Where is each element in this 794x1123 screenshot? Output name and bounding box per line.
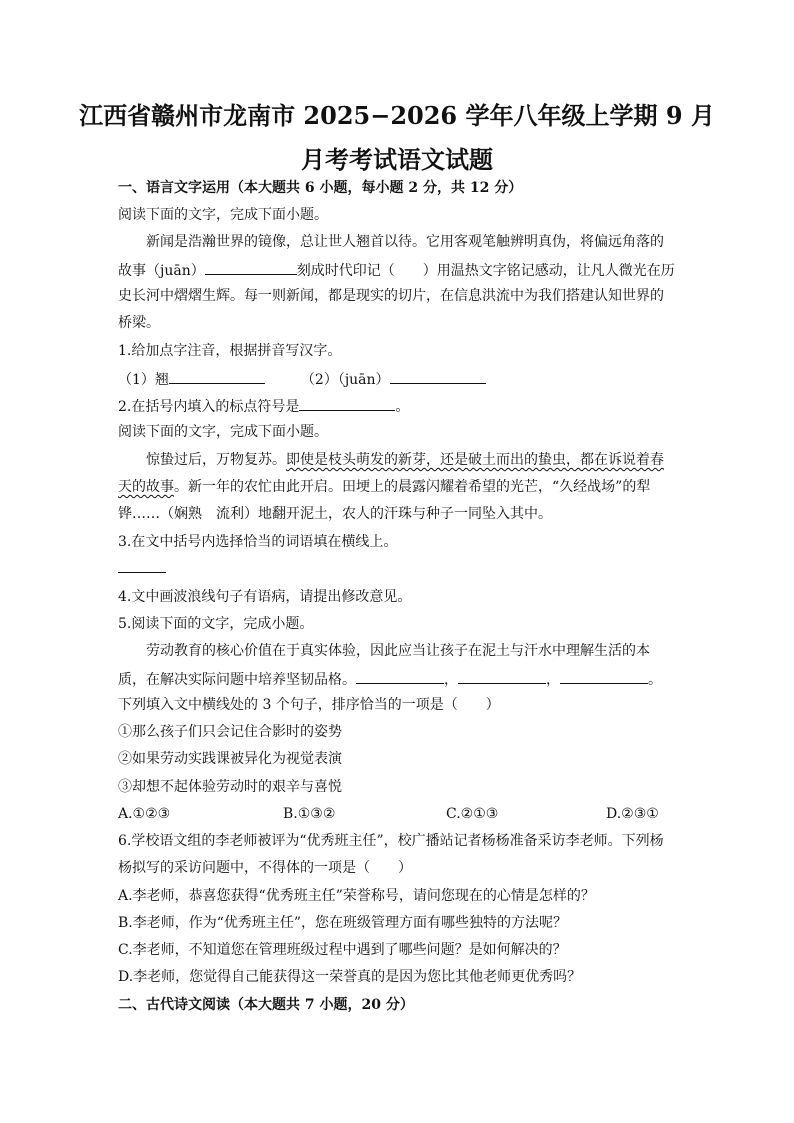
passage3-line1: 劳动教育的核心价值在于真实体验，因此应当让孩子在泥土与汗水中理解生活的本 [146,643,650,659]
q5-option-c[interactable]: C.②①③ [446,806,499,822]
q6-option-a[interactable]: A.李老师，恭喜您获得“优秀班主任”荣誉称号，请问您现在的心情是怎样的？ [118,888,595,904]
q5-option-d[interactable]: D.②③① [606,806,659,822]
reading-intro-1: 阅读下面的文字，完成下面小题。 [118,207,328,223]
section1-heading: 一、语言文字运用（本大题共 6 小题，每小题 2 分，共 12 分） [118,180,523,196]
passage3-sep1: ， [444,672,458,688]
q2-blank[interactable] [299,395,395,411]
q5-item-3: ③却想不起体验劳动时的艰辛与喜悦 [118,779,342,795]
reading-intro-2: 阅读下面的文字，完成下面小题。 [118,424,328,440]
question-1: 1.给加点字注音，根据拼音写汉字。 [118,343,342,359]
section2-heading: 二、古代诗文阅读（本大题共 7 小题，20 分） [118,997,414,1013]
question-3: 3.在文中括号内选择恰当的词语填在横线上。 [118,534,398,550]
passage3-blank-1[interactable] [356,668,444,684]
passage2-line1-start: 惊蛰过后，万物复苏。 [146,452,286,468]
q6-option-b[interactable]: B.李老师，作为“优秀班主任”，您在班级管理方面有哪些独特的方法呢？ [118,915,568,931]
passage1-line2 [118,259,678,281]
passage1-line3: 史长河中熠熠生辉。每一则新闻，都是现实的切片，在信息洪流中为我们搭建认知世界的 [118,288,664,304]
blank-juan[interactable] [205,259,297,275]
question-6-line1: 6.学校语文组的李老师被评为“优秀班主任”，校广播站记者杨杨准备采访李老师。下列杨 [118,833,664,849]
q1-sub2-blank[interactable] [390,368,486,384]
q3-answer-line[interactable] [118,572,166,573]
q1-sub1-label: （1）翘 [118,372,169,388]
q6-option-d[interactable]: D.李老师，您觉得自己能获得这一荣誉真的是因为您比其他老师更优秀吗？ [118,969,582,985]
wavy-sentence-part2: 天的故事 [118,479,174,495]
q2-text: 2.在括号内填入的标点符号是 [118,399,300,415]
passage1-line2-start: 故事（juān） [118,263,205,279]
passage2-line2-rest: 。新一年的农忙由此开启。田埂上的晨露闪耀着希望的光芒，“久经战场”的犁 [174,479,651,495]
passage1-line4: 桥梁。 [118,315,160,331]
passage1-line2-end: 刻成时代印记（ ）用温热文字铭记感动，让凡人微光在历 [296,263,675,279]
passage2-line1 [146,450,706,470]
q6-option-c[interactable]: C.李老师，不知道您在管理班级过程中遇到了哪些问题？是如何解决的？ [118,942,567,958]
q5-option-a[interactable]: A.①②③ [118,806,171,822]
passage1-line1: 新闻是浩瀚世界的镜像，总让世人翘首以待。它用客观笔触辨明真伪，将偏远角落的 [146,234,664,250]
question-5: 5.阅读下面的文字，完成小题。 [118,616,314,632]
q1-sub1-blank[interactable] [169,368,265,384]
q1-sub2-label: （2）（juān） [300,372,390,388]
question-2 [118,395,678,417]
passage2-line3: 铧……（娴熟 流利）地翻开泥土，农人的汗珠与种子一同坠入其中。 [118,506,552,522]
q5-item-1: ①那么孩子们只会记住合影时的姿势 [118,724,342,740]
passage3-blank-2[interactable] [458,668,546,684]
passage3-blank-3[interactable] [560,668,648,684]
passage2-line2 [118,477,678,497]
question-4: 4.文中画波浪线句子有语病，请提出修改意见。 [118,589,412,605]
q2-end: 。 [395,399,410,415]
passage3-line2 [118,668,678,690]
passage3-end: 。 [648,672,662,688]
q5-option-b[interactable]: B.①③② [283,806,336,822]
exam-title-line2: 月考考试语文试题 [301,145,493,174]
question-6-line2: 杨拟写的采访问题中，不得体的一项是（ ） [118,860,412,876]
q5-item-2: ②如果劳动实践课被异化为视觉表演 [118,751,342,767]
exam-title-line1: 江西省赣州市龙南市 2025−2026 学年八年级上学期 9 月 [79,101,715,130]
question-5-prompt: 下列填入文中横线处的 3 个句子，排序恰当的一项是（ ） [118,697,500,713]
passage3-line2-text: 质，在解决实际问题中培养坚韧品格。 [118,672,356,688]
question-1-answers [118,368,678,390]
passage3-sep2: ， [546,672,560,688]
wavy-sentence-part1: 即使是枝头萌发的新芽，还是破土而出的蛰虫，都在诉说着春 [286,452,664,468]
